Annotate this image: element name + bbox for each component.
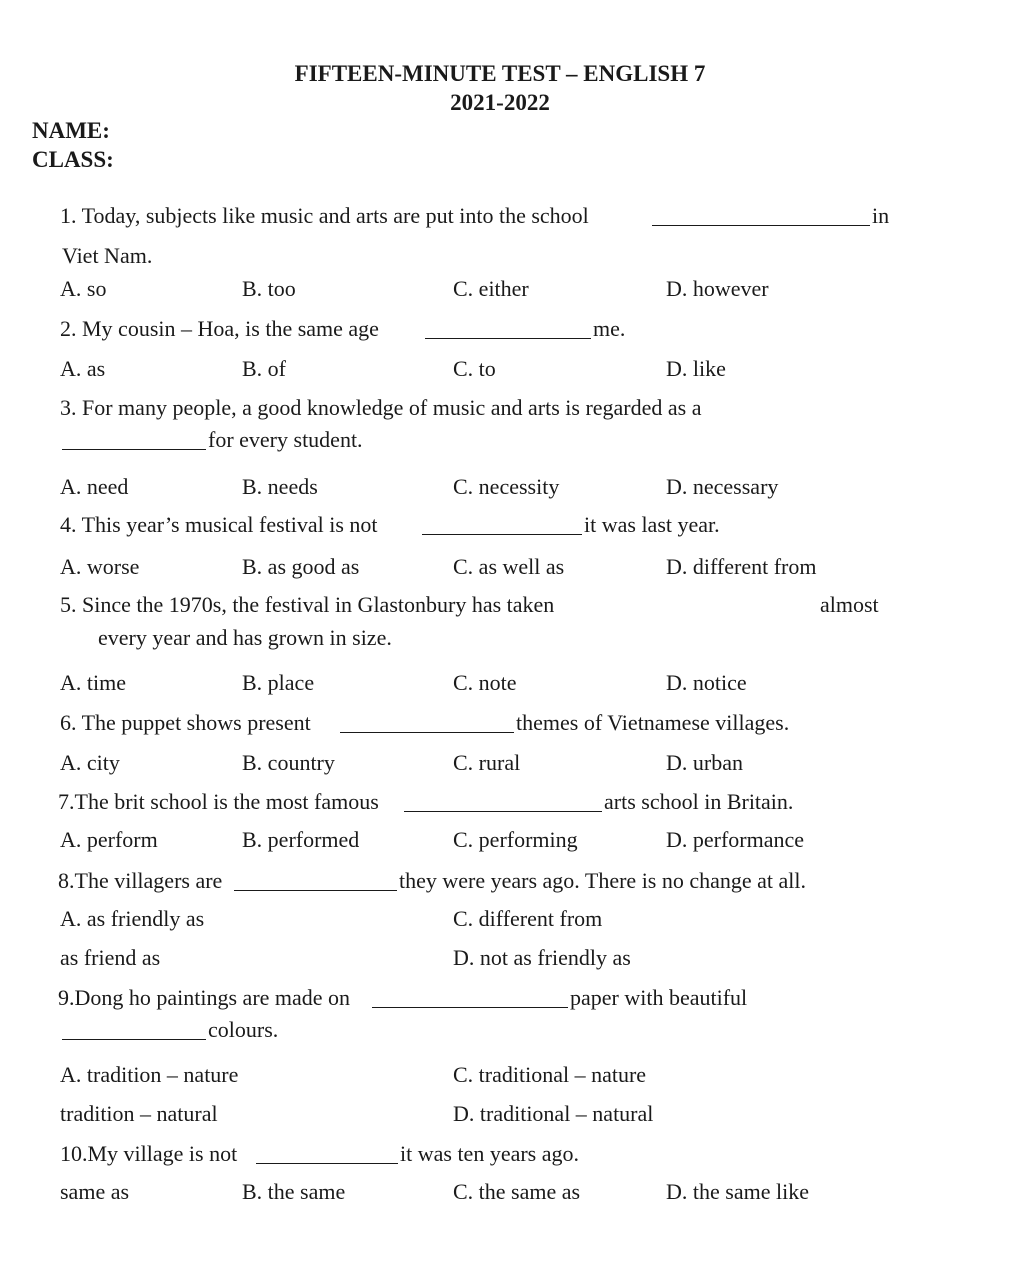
question-3-text-after: for every student. (208, 427, 363, 452)
question-1-text: 1. Today, subjects like music and arts are put into the school (60, 203, 589, 228)
question-6-blank[interactable] (340, 732, 514, 733)
question-2-option-a[interactable]: A. as (60, 356, 106, 381)
question-8-blank[interactable] (234, 890, 397, 891)
question-2-text: 2. My cousin – Hoa, is the same age (60, 316, 379, 341)
question-3-blank[interactable] (62, 449, 206, 450)
question-2-option-d[interactable]: D. like (666, 356, 726, 381)
question-2-text-after: me. (593, 316, 626, 341)
question-4-blank[interactable] (422, 534, 582, 535)
question-8-option-b[interactable]: as friend as (60, 945, 161, 970)
question-7-option-a[interactable]: A. perform (60, 827, 158, 852)
question-8-option-d[interactable]: D. not as friendly as (453, 945, 631, 970)
question-1-blank[interactable] (652, 225, 870, 226)
question-5-text-line2: every year and has grown in size. (98, 625, 392, 650)
question-2-option-b[interactable]: B. of (242, 356, 286, 381)
question-10-blank[interactable] (256, 1163, 398, 1164)
question-1-text-after: in (872, 203, 890, 228)
question-5-text: 5. Since the 1970s, the festival in Glastonbury has taken (60, 592, 555, 617)
question-9-blank-2[interactable] (62, 1039, 206, 1040)
question-5-text-after: almost (820, 592, 879, 617)
question-9-option-d[interactable]: D. traditional – natural (453, 1101, 654, 1126)
question-7-text: 7.The brit school is the most famous (58, 789, 379, 814)
question-6-text-after: themes of Vietnamese villages. (516, 710, 790, 735)
question-6-text: 6. The puppet shows present (60, 710, 311, 735)
question-4-text-after: it was last year. (584, 512, 720, 537)
question-9-option-b[interactable]: tradition – natural (60, 1101, 218, 1126)
question-3-option-a[interactable]: A. need (60, 474, 129, 499)
question-6-option-d[interactable]: D. urban (666, 750, 743, 775)
question-8-option-a[interactable]: A. as friendly as (60, 906, 205, 931)
question-2-option-c[interactable]: C. to (453, 356, 496, 381)
question-5-option-d[interactable]: D. notice (666, 670, 747, 695)
question-5-option-a[interactable]: A. time (60, 670, 126, 695)
question-1-option-a[interactable]: A. so (60, 276, 107, 301)
question-10-option-a[interactable]: same as (60, 1179, 130, 1204)
question-7-option-c[interactable]: C. performing (453, 827, 578, 852)
question-6-option-b[interactable]: B. country (242, 750, 335, 775)
question-8-text: 8.The villagers are (58, 868, 223, 893)
question-9-option-a[interactable]: A. tradition – nature (60, 1062, 239, 1087)
question-1-option-d[interactable]: D. however (666, 276, 769, 301)
question-2-blank[interactable] (425, 338, 591, 339)
question-5-option-c[interactable]: C. note (453, 670, 517, 695)
question-9-text: 9.Dong ho paintings are made on (58, 985, 351, 1010)
question-4-option-c[interactable]: C. as well as (453, 554, 565, 579)
question-4-text: 4. This year’s musical festival is not (60, 512, 378, 537)
question-9-text-line2: colours. (208, 1017, 279, 1042)
question-10-option-c[interactable]: C. the same as (453, 1179, 581, 1204)
class-label: CLASS: (32, 147, 114, 172)
question-10-text: 10.My village is not (60, 1141, 238, 1166)
question-10-option-d[interactable]: D. the same like (666, 1179, 809, 1204)
school-year: 2021-2022 (450, 90, 550, 115)
question-1-option-b[interactable]: B. too (242, 276, 296, 301)
question-1-option-c[interactable]: C. either (453, 276, 529, 301)
name-label: NAME: (32, 118, 110, 143)
question-3-text: 3. For many people, a good knowledge of music and arts is regarded as a (60, 395, 702, 420)
question-9-text-after: paper with beautiful (570, 985, 748, 1010)
question-9-option-c[interactable]: C. traditional – nature (453, 1062, 647, 1087)
question-6-option-c[interactable]: C. rural (453, 750, 521, 775)
question-4-option-d[interactable]: D. different from (666, 554, 817, 579)
question-1-text-line2: Viet Nam. (62, 243, 153, 268)
question-3-option-b[interactable]: B. needs (242, 474, 318, 499)
question-4-option-b[interactable]: B. as good as (242, 554, 360, 579)
question-7-text-after: arts school in Britain. (604, 789, 794, 814)
question-7-option-b[interactable]: B. performed (242, 827, 360, 852)
question-8-text-after: they were years ago. There is no change at all. (399, 868, 807, 893)
question-3-option-c[interactable]: C. necessity (453, 474, 560, 499)
question-5-option-b[interactable]: B. place (242, 670, 315, 695)
question-10-option-b[interactable]: B. the same (242, 1179, 346, 1204)
question-7-blank[interactable] (404, 811, 602, 812)
question-9-blank-1[interactable] (372, 1007, 568, 1008)
test-title: FIFTEEN-MINUTE TEST – ENGLISH 7 (294, 61, 706, 86)
question-8-option-c[interactable]: C. different from (453, 906, 603, 931)
question-6-option-a[interactable]: A. city (60, 750, 120, 775)
question-3-option-d[interactable]: D. necessary (666, 474, 779, 499)
question-7-option-d[interactable]: D. performance (666, 827, 805, 852)
question-4-option-a[interactable]: A. worse (60, 554, 140, 579)
question-10-text-after: it was ten years ago. (400, 1141, 579, 1166)
